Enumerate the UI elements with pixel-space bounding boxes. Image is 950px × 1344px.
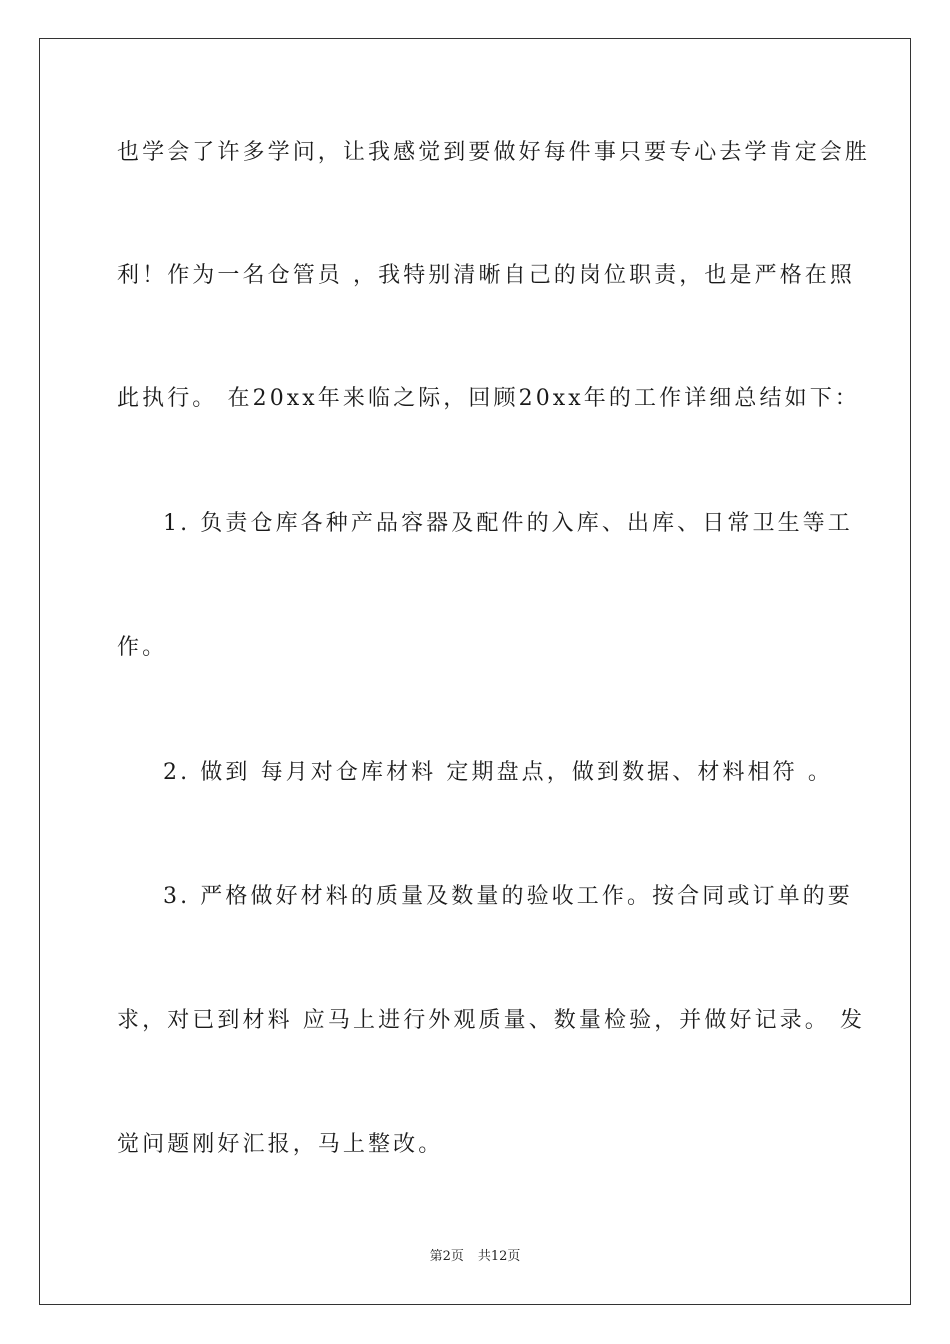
page-frame xyxy=(39,38,911,1305)
body-line-3: 此执行。 在20xx年来临之际，回顾20xx年的工作详细总结如下： xyxy=(117,386,860,411)
body-line-1: 也学会了许多学问，让我感觉到要做好每件事只要专心去学肯定会胜 xyxy=(117,140,871,165)
list-item-1-line-1: 1. 负责仓库各种产品容器及配件的入库、出库、日常卫生等工 xyxy=(163,511,853,536)
list-item-3-line-1: 3. 严格做好材料的质量及数量的验收工作。按合同或订单的要 xyxy=(163,884,853,909)
page-number: 第2页 xyxy=(429,1249,464,1264)
page-total: 共12页 xyxy=(477,1249,521,1264)
body-line-2: 利！作为一名仓管员 ，我特别清晰自己的岗位职责，也是严格在照 xyxy=(117,263,855,288)
list-item-3-line-3: 觉问题刚好汇报，马上整改。 xyxy=(117,1132,444,1157)
list-item-3-line-2: 求，对已到材料 应马上进行外观质量、数量检验，并做好记录。 发 xyxy=(117,1008,866,1033)
list-item-1-line-2: 作。 xyxy=(117,635,168,660)
list-item-2: 2. 做到 每月对仓库材料 定期盘点，做到数据、材料相符 。 xyxy=(163,760,833,785)
page-footer xyxy=(0,1248,950,1266)
